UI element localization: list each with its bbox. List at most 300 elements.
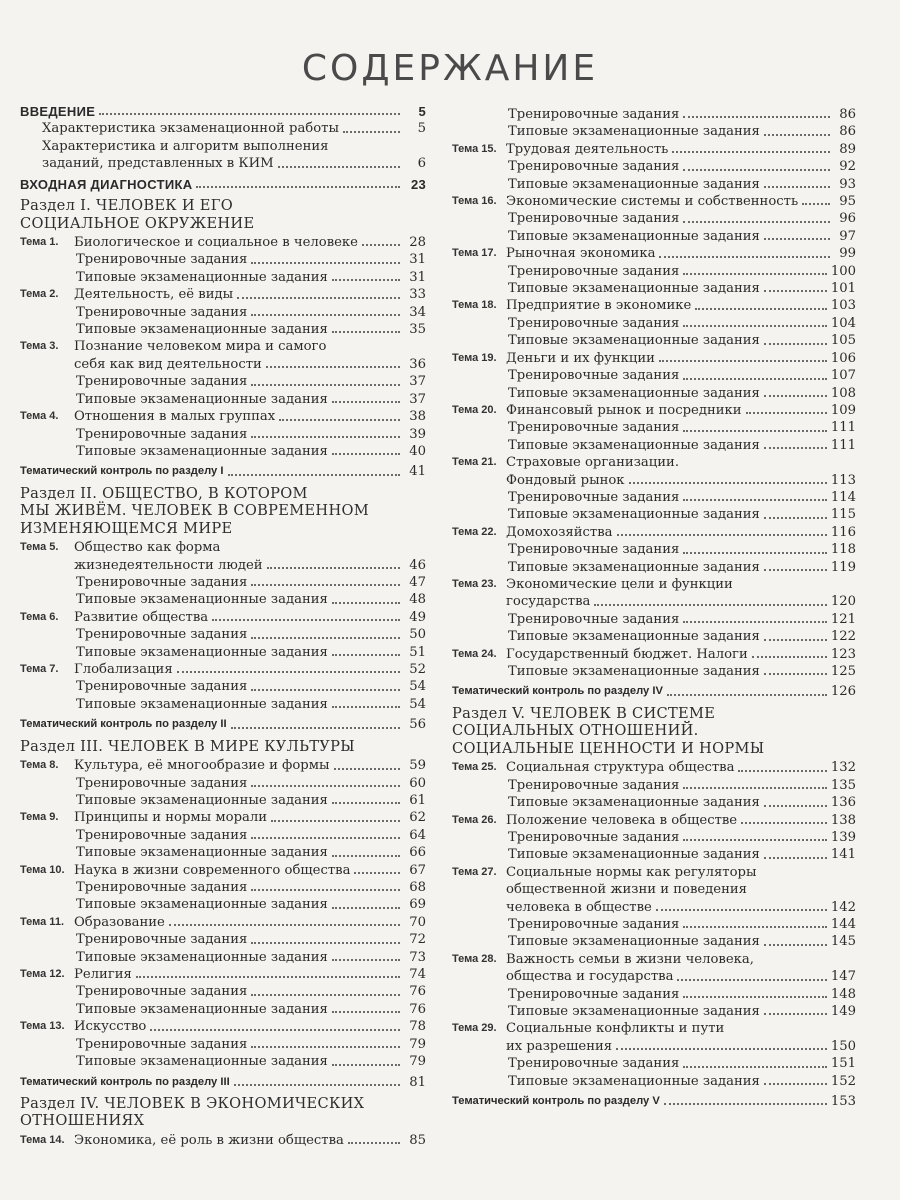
dot-leader [741,822,827,824]
subtopic-row [452,489,856,506]
entry-text: Тренировочные задания [76,827,248,843]
subtopic-row [20,373,426,390]
dot-leader [764,186,830,188]
entry-text: Трудовая деятельность [506,141,669,157]
subtopic-row [20,426,426,443]
entry-text: ВХОДНАЯ ДИАГНОСТИКА [20,176,193,192]
entry-text: Раздел IV. ЧЕЛОВЕК В ЭКОНОМИЧЕСКИХ [20,1094,365,1112]
dot-leader [251,889,400,891]
page-number: 40 [409,443,426,459]
entry-text: Образование [74,914,165,930]
page-number: 23 [410,176,426,192]
dot-leader [683,169,830,171]
page-number: 70 [409,914,426,930]
dot-leader [99,113,400,115]
dot-leader [683,430,827,432]
page-title: СОДЕРЖАНИЕ [301,48,599,89]
entry-text: Тренировочные задания [76,426,248,442]
dot-leader [251,785,400,787]
dot-leader [348,1142,400,1144]
subtopic-row [452,315,856,332]
entry-text: Раздел I. ЧЕЛОВЕК И ЕГО [20,197,233,215]
dot-leader [196,186,400,188]
entry-text: Раздел V. ЧЕЛОВЕК В СИСТЕМЕ [452,704,716,722]
section-control-row [452,683,856,700]
topic-label: Тема 20. [452,403,497,416]
subtopic-row [452,559,856,576]
subtopic-row [20,931,426,948]
entry-text: Тренировочные задания [76,984,248,1000]
topic-row-cont [452,593,856,610]
page-number: 108 [830,385,856,401]
subtopic-row [452,158,856,175]
entry-text: их разрешения [506,1038,613,1054]
subtopic-row [452,228,856,245]
dot-leader [683,499,827,501]
dot-leader [234,1084,400,1086]
entry-text: жизнедеятельности людей [74,557,263,573]
topic-label: Тема 25. [452,761,497,774]
dot-leader [251,689,400,691]
topic-row-cont: общественной жизни и поведения [506,882,748,898]
subtopic-row [452,419,856,436]
dot-leader [764,447,827,449]
page-number: 69 [409,897,426,913]
subtopic-row [20,574,426,591]
entry-text: Типовые экзаменационные задания [508,847,760,863]
entry-text: Рыночная экономика [506,246,656,262]
dot-leader [278,166,400,168]
entry-text: Тренировочные задания [508,159,680,175]
dot-leader [746,412,827,414]
dot-leader [594,604,826,606]
topic-label: Тема 28. [452,952,497,965]
page-number: 132 [830,760,856,776]
topic-label: Тема 15. [452,142,497,155]
topic-label: Тема 26. [452,813,497,826]
topic-label: Тема 29. [452,1022,497,1035]
dot-leader [332,706,400,708]
subtopic-row [20,696,426,713]
subtopic-row [20,591,426,608]
dot-leader [332,602,400,604]
topic-row-cont [452,968,856,985]
entry-text: Типовые экзаменационные задания [76,793,328,808]
topic-row [452,454,856,471]
dot-leader [683,325,827,327]
dot-leader [656,909,827,911]
topic-row [20,286,426,303]
page-number: 48 [409,592,426,608]
page-number: 50 [409,627,426,643]
subtopic-row [20,269,426,286]
section-heading [20,197,426,232]
subtopic-row [20,626,426,643]
dot-leader [251,436,400,438]
dot-leader [251,1046,400,1048]
topic-row [20,609,426,626]
dot-leader [136,976,400,978]
entry-text: Развитие общества [74,609,209,625]
entry-text: Наука в жизни современного общества [74,862,351,878]
entry-text: Типовые экзаменационные задания [76,443,328,459]
subtopic-row [20,644,426,661]
subtopic-row [20,775,426,792]
page-number: 51 [409,644,426,660]
entry-text: Экономические цели и функции [506,576,733,592]
topic-row [452,141,856,158]
dot-leader [237,297,400,299]
entry-text: Типовые экзаменационные задания [76,696,328,712]
entry-text: Типовые экзаменационные задания [508,1073,760,1089]
topic-row [452,812,856,829]
entry-text: себя как вид деятельности [74,356,262,372]
page-number: 31 [409,269,426,285]
page-number: 144 [830,916,856,932]
dot-leader [332,802,400,804]
entry-text: Тренировочные задания [508,916,680,932]
topic-row [20,1132,426,1149]
page-number: 151 [830,1056,856,1072]
topic-label: Тема 5. [20,541,59,554]
entry-text: Тренировочные задания [76,374,248,390]
page-number: 101 [830,281,856,297]
entry-text: Характеристика экзаменационной работы [42,121,339,137]
page-number: 60 [409,775,426,791]
topic-label: Тема 8. [20,759,59,772]
page-number: 67 [409,862,426,878]
subtopic-row [20,304,426,321]
dot-leader [251,584,400,586]
entry-text: общества и государства [506,969,674,985]
page-number: 41 [409,464,426,480]
topic-row-cont [20,356,426,373]
page-number: 125 [830,664,856,679]
dot-leader [683,787,827,789]
entry-text: Тематический контроль по разделу III [20,1075,230,1088]
page-number: 93 [839,176,856,192]
topic-label: Тема 27. [452,865,497,878]
entry-text: Искусство [74,1019,147,1035]
topic-row [20,809,426,826]
subtopic-row [20,879,426,896]
dot-leader [677,979,826,981]
subtopic-row [452,210,856,227]
toc-left-column [20,100,426,1149]
entry-text: Отношения в малых группах [74,409,276,425]
topic-label: Тема 21. [452,456,497,469]
subtopic-row [452,916,856,933]
section-heading [20,738,426,756]
subtopic-row [452,663,856,680]
subtopic-row [452,176,856,193]
entry-text: Общество как форма [74,540,221,556]
page-number: 135 [830,777,856,793]
page-number: 64 [409,827,426,843]
entry-text: государства [506,594,591,610]
topic-row [452,524,856,541]
entry-text: Тренировочные задания [508,777,680,793]
entry-text: Социальная структура общества [506,760,735,776]
page-number: 141 [830,847,856,863]
topic-label: Тема 18. [452,299,497,312]
page-number: 68 [409,880,426,896]
entry-text: Деньги и их функции [506,350,655,366]
dot-leader [617,534,827,536]
dot-leader [271,820,400,822]
subtopic-row [20,251,426,268]
topic-label: Тема 24. [452,647,497,660]
topic-row-cont [452,472,856,489]
page-number: 92 [839,159,856,175]
page-number: 37 [409,391,426,407]
entry-text: Тренировочные задания [508,211,680,227]
entry-text: Глобализация [74,662,173,678]
topic-row [452,350,856,367]
entry-text: Типовые экзаменационные задания [508,437,760,453]
topic-row-cont [452,899,856,916]
dot-leader [683,1066,827,1068]
entry-text: Типовые экзаменационные задания [508,559,760,575]
entry-text: Тренировочные задания [508,107,680,122]
page-number: 33 [409,287,426,303]
topic-label: Тема 11. [20,915,64,928]
dot-leader [764,673,827,675]
subtopic-row [20,1001,426,1018]
dot-leader [251,314,400,316]
subtopic-row [452,1003,856,1020]
page-number: 103 [830,298,856,314]
entry-text: Социальные нормы как регуляторы [506,864,757,880]
dot-leader [667,694,827,696]
topic-label: Тема 12. [20,968,65,981]
dot-leader [231,727,400,729]
dot-leader [169,924,400,926]
toc-entry [20,120,426,137]
page-number: 115 [830,507,856,523]
entry-text: Типовые экзаменационные задания [76,1001,328,1017]
dot-leader [251,637,400,639]
toc-right-column [452,106,856,1110]
section-heading [20,1095,426,1130]
dot-leader [354,872,400,874]
entry-text: Тренировочные задания [76,932,248,948]
dot-leader [764,343,827,345]
entry-text: Типовые экзаменационные задания [508,385,760,401]
page-number: 122 [830,629,856,645]
dot-leader [764,238,830,240]
entry-text: Типовые экзаменационные задания [508,176,760,192]
dot-leader [332,654,400,656]
dot-leader [343,131,400,133]
entry-text: СОЦИАЛЬНЫЕ ЦЕННОСТИ И НОРМЫ [452,739,765,757]
page-number: 107 [830,368,856,384]
topic-row [452,864,856,881]
entry-text: Типовые экзаменационные задания [76,322,328,338]
entry-text: Типовые экзаменационные задания [76,949,328,965]
page-number: 149 [830,1004,856,1019]
topic-row [20,408,426,425]
topic-label: Тема 17. [452,247,497,260]
entry-text: человека в обществе [506,899,652,915]
entry-text: заданий, представленных в КИМ [42,156,274,172]
topic-label: Тема 10. [20,863,65,876]
subtopic-row [452,263,856,280]
topic-row [20,1018,426,1035]
subtopic-row [20,1053,426,1070]
entry-text: Тренировочные задания [76,1036,248,1052]
dot-leader [683,839,827,841]
page-number: 136 [830,795,856,811]
topic-row [452,646,856,663]
subtopic-row [452,541,856,558]
entry-text: ВВЕДЕНИЕ [20,104,96,119]
entry-text: Типовые экзаменационные задания [76,269,328,285]
entry-text: Тренировочные задания [76,679,248,695]
page-number: 79 [409,1054,426,1070]
subtopic-row [20,949,426,966]
entry-text: Тренировочные задания [76,575,248,591]
entry-text: ИЗМЕНЯЮЩЕМСЯ МИРЕ [20,519,233,537]
page-number: 47 [409,575,426,591]
topic-label: Тема 19. [452,351,497,364]
entry-text: Принципы и нормы морали [74,810,268,826]
subtopic-row [20,983,426,1000]
section-control-row [20,1074,426,1091]
subtopic-row [452,933,856,950]
subtopic-row [452,628,856,645]
entry-text: Экономические системы и собственность [506,194,799,210]
page-number: 96 [839,211,856,227]
section-control-row [20,716,426,733]
entry-text: Социальные конфликты и пути [506,1021,725,1037]
section-control-row [20,463,426,480]
entry-text: Тренировочные задания [508,542,680,558]
page-number: 126 [830,684,856,700]
page-number: 99 [839,246,856,262]
entry-text: Типовые экзаменационные задания [508,228,760,244]
entry-text: Тренировочные задания [508,420,680,436]
page-number: 36 [409,356,426,372]
dot-leader [764,290,827,292]
entry-text: Тренировочные задания [508,368,680,384]
dot-leader [177,671,400,673]
entry-text: Типовые экзаменационные задания [76,845,328,861]
page-number: 31 [409,252,426,268]
entry-text: МЫ ЖИВЁМ. ЧЕЛОВЕК В СОВРЕМЕННОМ [20,502,369,520]
dot-leader [683,621,827,623]
page-number: 72 [409,932,426,948]
topic-row [452,951,856,968]
dot-leader [764,1083,827,1085]
page-number: 116 [830,524,856,540]
page-number: 59 [409,758,426,774]
entry-text: Типовые экзаменационные задания [76,644,328,660]
entry-text: Деятельность, её виды [74,287,234,303]
page-number: 56 [409,717,426,733]
entry-text: Экономика, её роль в жизни общества [74,1132,344,1148]
entry-text: СОЦИАЛЬНЫХ ОТНОШЕНИЙ. [452,722,699,740]
dot-leader [332,1064,400,1066]
entry-text: Тренировочные задания [508,315,680,331]
page-number: 5 [418,104,426,119]
entry-text: Типовые экзаменационные задания [508,1004,760,1019]
entry-text: Типовые экзаменационные задания [508,507,760,523]
topic-row [452,193,856,210]
dot-leader [362,244,400,246]
entry-text: Тренировочные задания [508,489,680,505]
page-number: 150 [830,1038,856,1054]
dot-leader [683,273,827,275]
topic-label: Тема 23. [452,577,497,590]
entry-text: Познание человеком мира и самого [74,339,327,355]
subtopic-row [452,794,856,811]
dot-leader [695,308,827,310]
dot-leader [659,360,827,362]
dot-leader [683,926,827,928]
entry-text: Тренировочные задания [508,986,680,1002]
dot-leader [683,552,827,554]
page-number: 62 [409,810,426,826]
dot-leader [266,366,400,368]
entry-text: Типовые экзаменационные задания [508,333,760,349]
entry-text: ОТНОШЕНИЯХ [20,1112,145,1130]
page-number: 153 [830,1094,856,1110]
entry-text: Тренировочные задания [76,252,248,268]
page-number: 152 [830,1073,856,1089]
topic-row [20,661,426,678]
dot-leader [683,116,830,118]
dot-leader [332,453,400,455]
page-number: 28 [409,235,426,251]
page-number: 111 [830,437,856,453]
dot-leader [683,221,830,223]
entry-text: Государственный бюджет. Налоги [506,646,748,662]
entry-text: Типовые экзаменационные задания [76,897,328,913]
topic-row [20,539,426,556]
dot-leader [251,262,400,264]
page-number: 142 [830,899,856,915]
entry-text: Финансовый рынок и посредники [506,402,742,418]
topic-row-cont [20,557,426,574]
page-number: 121 [830,611,856,627]
page-number: 38 [409,409,426,425]
topic-label: Тема 3. [20,340,59,353]
page-number: 76 [409,1001,426,1017]
page-number: 46 [409,557,426,573]
topic-label: Тема 2. [20,288,59,301]
dot-leader [332,959,400,961]
subtopic-row [452,123,856,140]
page-number: 34 [409,304,426,320]
subtopic-row [20,896,426,913]
subtopic-row [20,678,426,695]
page-number: 61 [409,793,426,808]
subtopic-row [452,367,856,384]
page-number: 123 [830,646,856,662]
topic-label: Тема 4. [20,410,59,423]
page-number: 39 [409,426,426,442]
subtopic-row [20,443,426,460]
subtopic-row [452,777,856,794]
dot-leader [629,482,827,484]
page-number: 97 [839,228,856,244]
topic-label: Тема 14. [20,1133,65,1146]
page-number: 111 [830,420,856,436]
page-number: 89 [839,141,856,157]
dot-leader [764,805,827,807]
entry-text: Предприятие в экономике [506,298,692,314]
